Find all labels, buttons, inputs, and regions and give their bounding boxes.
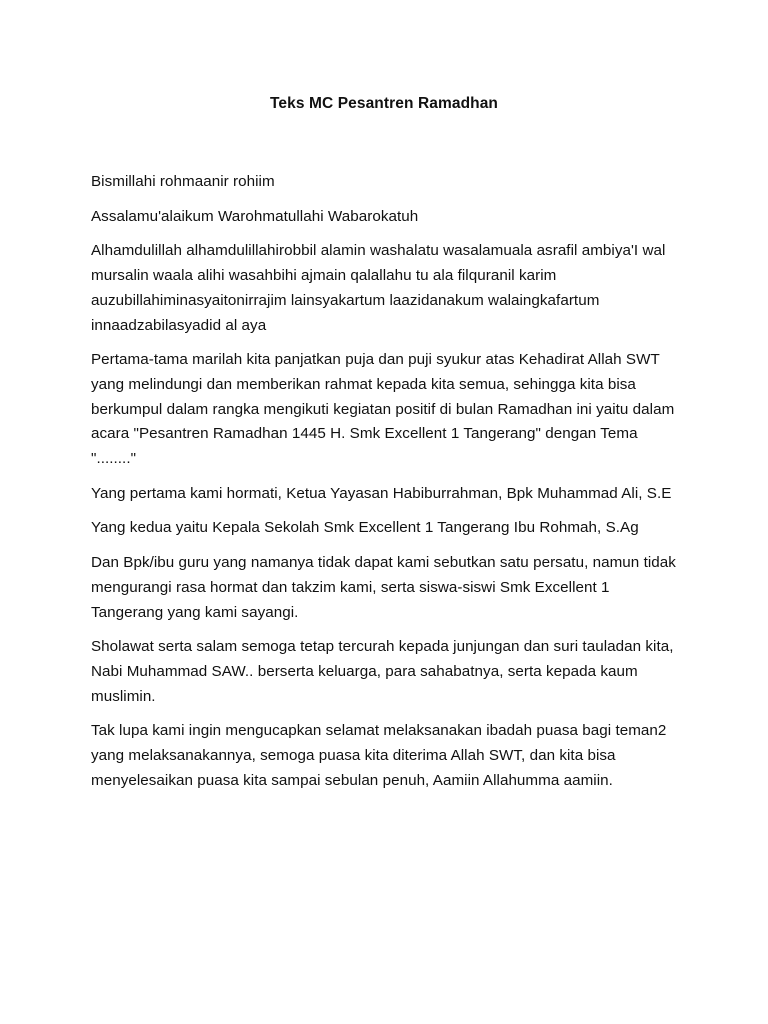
paragraph-greeting-teachers-students: Dan Bpk/ibu guru yang namanya tidak dapat kami sebutkan satu persatu, namun tidak mengurangi rasa hormat dan takzim kami, serta siswa-siswi Smk Excellent 1 Tangerang yang kami sayangi. bbox=[91, 554, 676, 621]
paragraph-sholawat: Sholawat serta salam semoga tetap tercurah kepada junjungan dan suri tauladan kita, Nabi Muhammad SAW.. berserta keluarga, para sahabatnya, serta kepada kaum muslimin. bbox=[91, 638, 674, 705]
paragraph-basmalah: Bismillahi rohmaanir rohiim bbox=[91, 173, 275, 190]
paragraph-gratitude: Pertama-tama marilah kita panjatkan puja dan puji syukur atas Kehadirat Allah SWT yang melindungi dan memberikan rahmat kepada kita semua, sehingga kita bisa berkumpul dalam rangka mengikuti kegiatan positif di bulan Ramadhan ini yaitu dalam acara "Pesantren Ramadhan 1445 H. Smk Excellent 1 Tangerang" dengan Tema "........" bbox=[91, 351, 675, 468]
paragraph-greeting-foundation-head: Yang pertama kami hormati, Ketua Yayasan Habiburrahman, Bpk Muhammad Ali, S.E bbox=[91, 484, 672, 502]
document-title: Teks MC Pesantren Ramadhan bbox=[270, 95, 498, 112]
paragraph-greeting-principal: Yang kedua yaitu Kepala Sekolah Smk Excellent 1 Tangerang Ibu Rohmah, S.Ag bbox=[91, 519, 639, 537]
document-body bbox=[91, 170, 683, 803]
paragraph-fasting-wishes: Tak lupa kami ingin mengucapkan selamat melaksanakan ibadah puasa bagi teman2 yang melaksanakannya, semoga puasa kita diterima Allah SWT, dan kita bisa menyelesaikan puasa kita sampai sebulan penuh, Aamiin Allahumma aamiin. bbox=[91, 722, 667, 789]
paragraph-salam: Assalamu'alaikum Warohmatullahi Wabarokatuh bbox=[91, 207, 419, 225]
paragraph-opening-prayer: Alhamdulillah alhamdulillahirobbil alamin washalatu wasalamuala asrafil ambiya'I wal mursalin waala alihi wasahbihi ajmain qalallahu tu ala filquranil karim auzubillahiminasyaitonirrajim lainsyakartum laazidanakum walaingkafartum innaadzabilasyadid al aya bbox=[91, 242, 666, 334]
